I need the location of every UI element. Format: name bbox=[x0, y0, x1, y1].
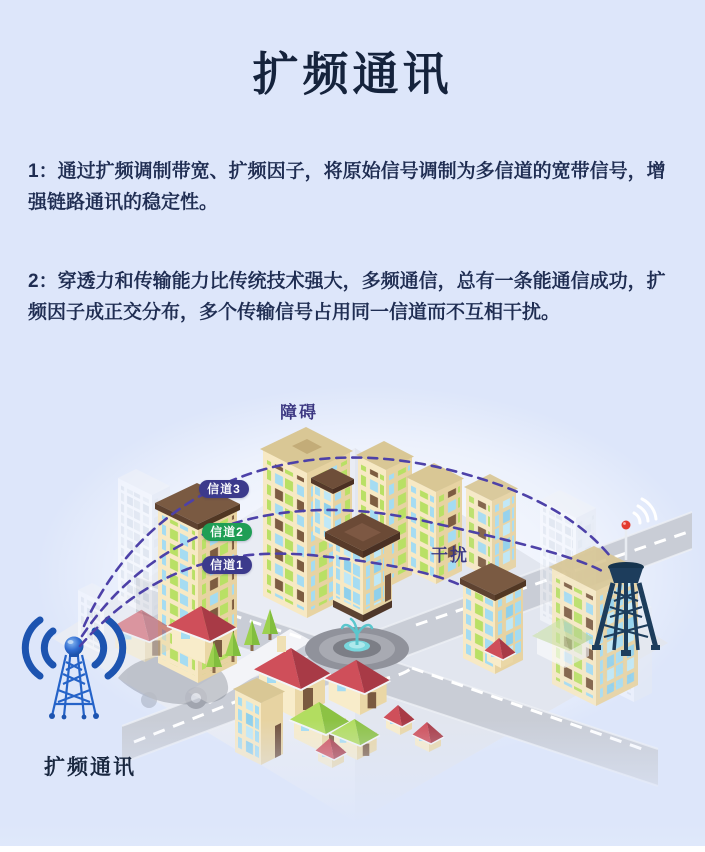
description-text bbox=[28, 156, 677, 328]
paragraph-2: 2：穿透力和传输能力比传统技术强大，多频通信，总有一条能通信成功，扩频因子成正交分布，多个传输信号占用同一信道而不互相干扰。 bbox=[28, 271, 666, 323]
channel2-badge: 信道2 bbox=[202, 523, 252, 541]
page-title: 扩频通讯 bbox=[252, 48, 453, 100]
channel3-badge: 信道3 bbox=[199, 480, 249, 498]
city-communication-illustration bbox=[0, 382, 705, 852]
dark-roof-building bbox=[325, 513, 400, 622]
paragraph-1: 1：通过扩频调制带宽、扩频因子，将原始信号调制为多信道的宽带信号，增强链路通讯的稳定性。 bbox=[28, 161, 666, 213]
diagram-caption: 扩频通讯 bbox=[44, 756, 136, 779]
obstacle-label: 障碍 bbox=[280, 403, 318, 422]
bottom-divider bbox=[0, 846, 705, 852]
interference-label: 干扰 bbox=[431, 546, 469, 565]
bottom-fade bbox=[0, 720, 705, 852]
channel1-badge: 信道1 bbox=[202, 556, 252, 574]
